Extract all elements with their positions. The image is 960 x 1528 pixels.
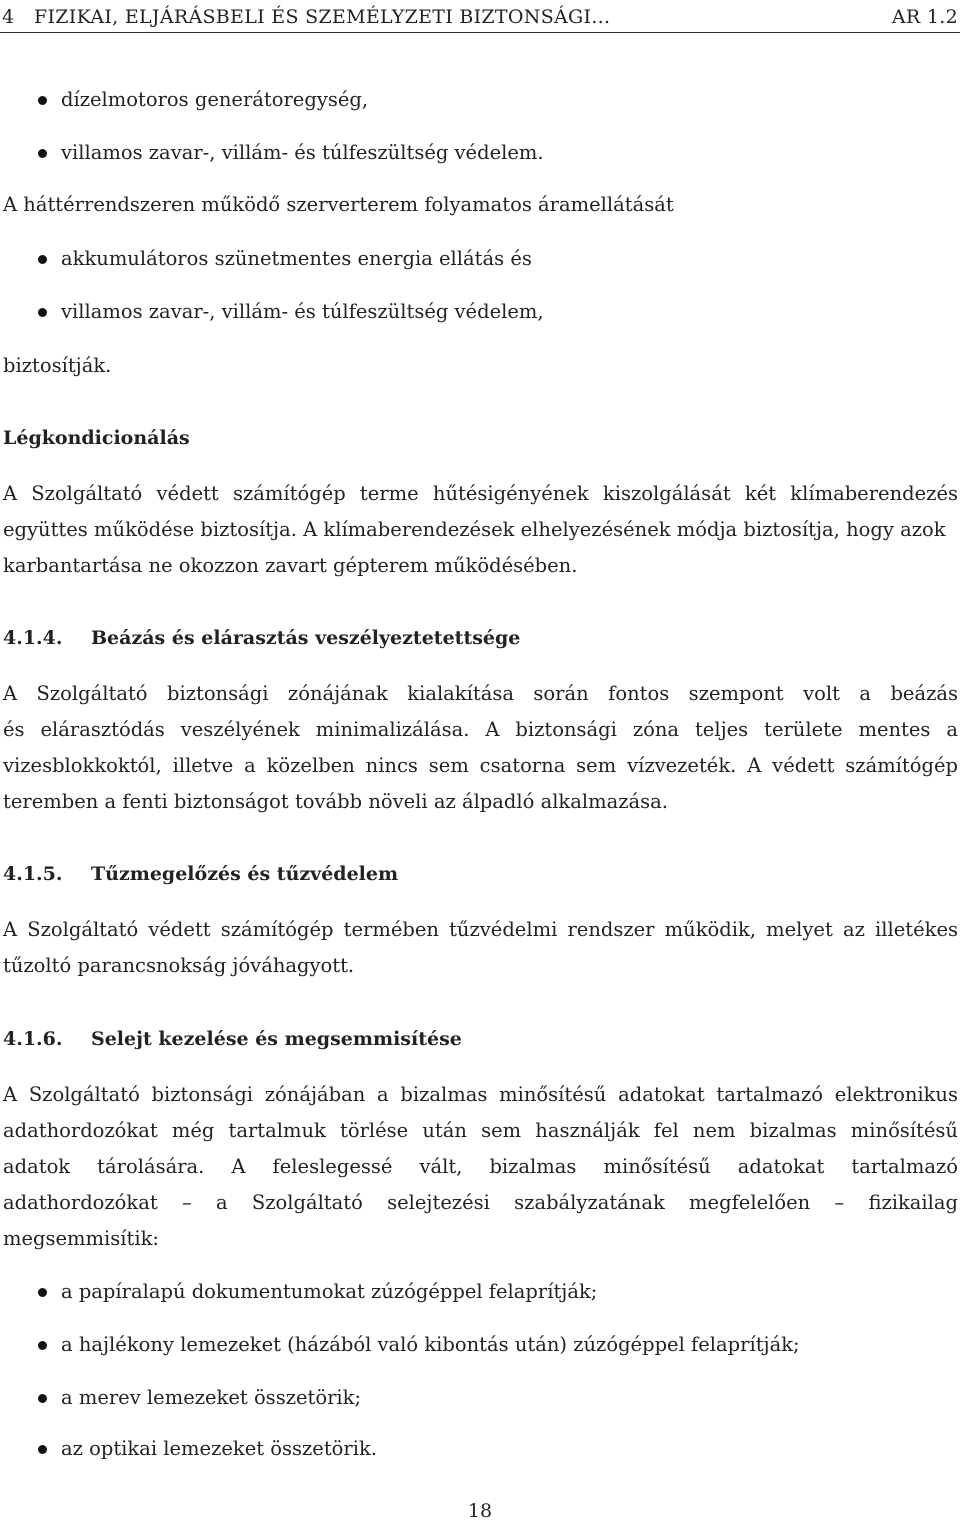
aircon-line-2: együttes működése biztosítja. A klímaberendezések elhelyezésének módja biztosítja, hogy azok [3, 518, 946, 541]
section-heading-4-1-5 [3, 856, 958, 892]
sec416-line-4: adathordozókat – a Szolgáltató selejtezési szabályzatának megfelelően – fizikailag [3, 1191, 958, 1214]
list-item-text: villamos zavar-, villám- és túlfeszültség védelem, [61, 300, 544, 323]
paragraph-backend-power: A háttérrendszeren működő szerverterem folyamatos áramellátását [3, 193, 674, 216]
list-item-text: akkumulátoros szünetmentes energia ellátás és [61, 247, 532, 270]
sec414-line-3: vizesblokkoktól, illetve a közelben nincs sem csatorna sem vízvezeték. A védett számítógép [3, 754, 958, 777]
aircon-line-3: karbantartása ne okozzon zavart gépterem működésében. [3, 554, 578, 577]
sec415-line-1: A Szolgáltató védett számítógép termében tűzvédelmi rendszer működik, melyet az illetékes [3, 918, 958, 941]
list-item-text: a hajlékony lemezeket (házából való kibontás után) zúzógéppel felaprítják; [61, 1333, 800, 1356]
bullet-icon [38, 1341, 47, 1350]
bullet-icon [38, 1445, 47, 1454]
section-heading-4-1-6 [3, 1021, 958, 1057]
bullet-icon [38, 1288, 47, 1297]
list-item-text: villamos zavar-, villám- és túlfeszültség védelem. [61, 141, 544, 164]
section-heading-4-1-4 [3, 620, 958, 656]
aircon-line-1: A Szolgáltató védett számítógép terme hűtésigényének kiszolgálását két klímaberendezés [3, 482, 958, 505]
bullet-icon [38, 96, 47, 105]
section-title: Selejt kezelése és megsemmisítése [91, 1028, 462, 1050]
sec416-line-1: A Szolgáltató biztonsági zónájában a bizalmas minősítésű adatokat tartalmazó elektronikus [3, 1083, 958, 1106]
sec416-line-3: adatok tárolására. A feleslegessé vált, bizalmas minősítésű adatokat tartalmazó [3, 1155, 958, 1178]
sec415-line-2: tűzoltó parancsnokság jóváhagyott. [3, 954, 355, 977]
list-item-text: az optikai lemezeket összetörik. [61, 1437, 377, 1460]
sec414-line-1: A Szolgáltató biztonsági zónájának kialakítása során fontos szempont volt a beázás [3, 682, 958, 705]
list-item-text: a papíralapú dokumentumokat zúzógéppel felaprítják; [61, 1280, 598, 1303]
section-number: 4.1.5. [3, 863, 63, 885]
section-number: 4.1.4. [3, 627, 63, 649]
running-header [0, 4, 960, 33]
bullet-icon [38, 308, 47, 317]
paragraph-provided: biztosítják. [3, 354, 112, 377]
bullet-icon [38, 149, 47, 158]
sec416-line-5: megsemmisítik: [3, 1227, 159, 1250]
sec416-line-2: adathordozókat még tartalmuk törlése után sem használják fel nem bizalmas minősítésű [3, 1119, 958, 1142]
bullet-icon [38, 1394, 47, 1403]
sec414-line-2: és elárasztódás veszélyének minimalizálása. A biztonsági zóna teljes területe mentes a [3, 718, 958, 741]
chapter-title: FIZIKAI, ELJÁRÁSBELI ÉS SZEMÉLYZETI BIZTONSÁGI... [34, 6, 611, 28]
list-item-text: a merev lemezeket összetörik; [61, 1386, 362, 1409]
sec414-line-4: teremben a fenti biztonságot tovább növeli az álpadló alkalmazása. [3, 790, 668, 813]
heading-air-conditioning: Légkondicionálás [3, 427, 190, 449]
document-version: AR 1.2 [891, 6, 958, 28]
chapter-number: 4 [2, 6, 15, 28]
section-title: Tűzmegelőzés és tűzvédelem [91, 863, 399, 885]
list-item-text: dízelmotoros generátoregység, [61, 88, 369, 111]
section-number: 4.1.6. [3, 1028, 63, 1050]
bullet-icon [38, 255, 47, 264]
section-title: Beázás és elárasztás veszélyeztetettsége [91, 627, 521, 649]
page-number: 18 [467, 1500, 493, 1522]
